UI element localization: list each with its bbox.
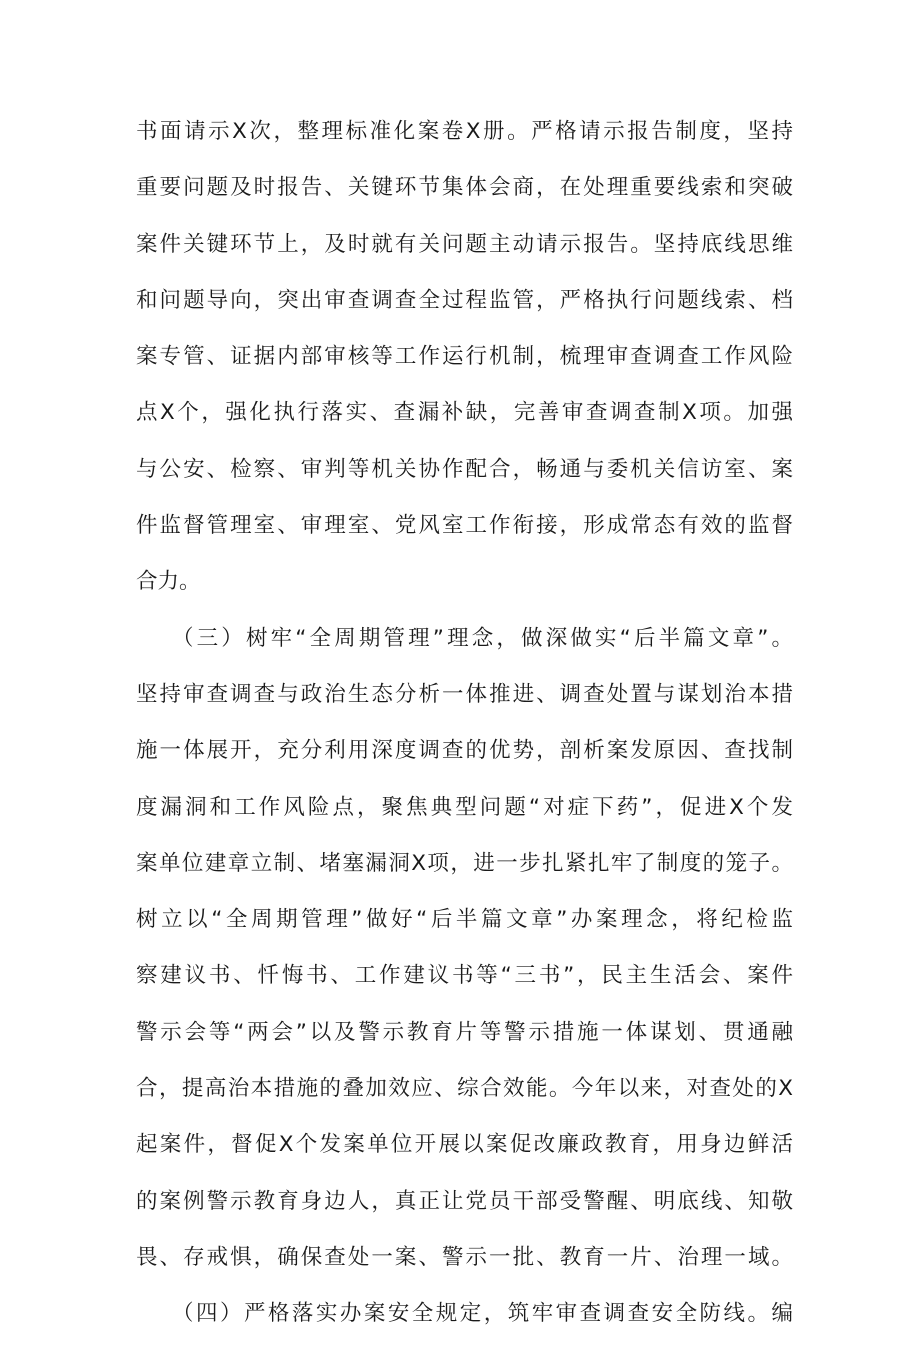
document-body: [136, 112, 793, 1351]
text-line: 警示会等“两会”以及警示教育片等警示措施一体谋划、贯通融: [136, 1019, 793, 1045]
text-line: 和问题导向，突出审查调查全过程监管，严格执行问题线索、档: [136, 287, 793, 313]
text-line: 合，提高治本措施的叠加效应、综合效能。今年以来，对查处的X: [136, 1076, 793, 1102]
text-line: 件监督管理室、审理室、党风室工作衔接，形成常态有效的监督: [136, 513, 793, 539]
text-line: 树立以“全周期管理”做好“后半篇文章”办案理念，将纪检监: [136, 907, 793, 933]
text-line: 度漏洞和工作风险点，聚焦典型问题“对症下药”，促进X个发: [136, 794, 793, 820]
text-line: 案单位建章立制、堵塞漏洞X项，进一步扎紧扎牢了制度的笼子。: [136, 850, 793, 876]
text-line: （三）树牢“全周期管理”理念，做深做实“后半篇文章”。: [172, 625, 793, 651]
text-line: 重要问题及时报告、关键环节集体会商，在处理重要线索和突破: [136, 175, 793, 201]
text-line: 合力。: [136, 569, 201, 595]
text-line: 起案件，督促X个发案单位开展以案促改廉政教育，用身边鲜活: [136, 1132, 793, 1158]
text-line: 点X个，强化执行落实、查漏补缺，完善审查调查制X项。加强: [136, 400, 793, 426]
text-line: 案件关键环节上，及时就有关问题主动请示报告。坚持底线思维: [136, 231, 793, 257]
text-line: 坚持审查调查与政治生态分析一体推进、调查处置与谋划治本措: [136, 681, 793, 707]
text-line: 案专管、证据内部审核等工作运行机制，梳理审查调查工作风险: [136, 344, 793, 370]
text-line: 察建议书、忏悔书、工作建议书等“三书”，民主生活会、案件: [136, 963, 793, 989]
text-line: 的案例警示教育身边人，真正让党员干部受警醒、明底线、知敬: [136, 1188, 793, 1214]
text-line: 书面请示X次，整理标准化案卷X册。严格请示报告制度，坚持: [136, 119, 793, 144]
text-line: 与公安、检察、审判等机关协作配合，畅通与委机关信访室、案: [136, 456, 793, 482]
text-line: （四）严格落实办案安全规定，筑牢审查调查安全防线。编: [172, 1301, 793, 1327]
text-line: 畏、存戒惧，确保查处一案、警示一批、教育一片、治理一域。: [136, 1244, 793, 1270]
text-line: 施一体展开，充分利用深度调查的优势，剖析案发原因、查找制: [136, 738, 793, 764]
